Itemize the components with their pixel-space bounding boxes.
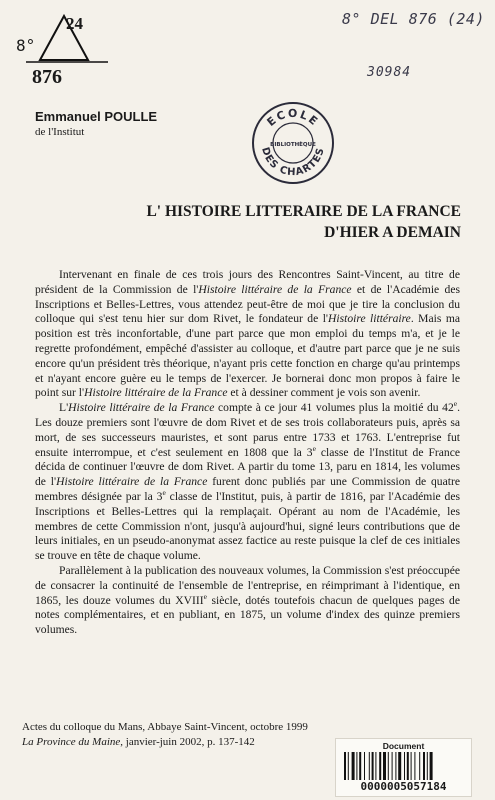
- stamp-top-text: ECOLE: [264, 106, 322, 129]
- paragraph-3: Parallèlement à la publication des nouveaux volumes, la Commission s'est préoccupée de consacrer la continuité de l'ensemble de l'entreprise, en réimprimant à l'identique, en 1865, les douze volumes du XVIIIe siècle, dotés toutefois chacun de quelques pages de notes complémentaires, et en publiant, en 1875, un volume d'index des quinze premiers volumes.: [35, 563, 460, 637]
- handwritten-inventory: 30984: [367, 65, 412, 80]
- stamp-bottom-text: DES CHARTES: [259, 146, 327, 179]
- barcode-title: Document: [382, 741, 425, 751]
- citation-footer: [22, 720, 308, 750]
- barcode-label: [335, 738, 472, 797]
- author-name: Emmanuel POULLE: [35, 109, 158, 124]
- citation-line1: Actes du colloque du Mans, Abbaye Saint-Vincent, octobre 1999: [22, 721, 308, 733]
- author-affiliation: de l'Institut: [35, 126, 85, 138]
- paragraph-2: L'Histoire littéraire de la France compte à ce jour 41 volumes plus la moitié du 42e. Les douze premiers sont l'œuvre de dom Rivet et de ses trois collaborateurs puis, après sa mort, de ses successeurs mauristes, et sont parus entre 1733 et 1763. L'entreprise fut ensuite interrompue, et c'est seulement en 1808 que la 3e classe de l'Institut de France décida de continuer l'œuvre de dom Rivet. A partir du tome 13, paru en 1814, les volumes de l'Histoire littéraire de la France furent donc publiés par une Commission de quatre membres désignée par la 3e classe de l'Institut, puis, à partir de 1816, par l'Académie des Inscriptions et Belles-Lettres qui la remplaçait. Opérant au nom de l'Académie, les membres de cette Commission n'ont, jusqu'à aujourd'hui, signé leurs contributions que de leurs initiales, en un pseudo-anonymat assez factice au reste puisque la clef de ces initiales se trouve en tête de chaque volume.: [35, 399, 460, 563]
- library-stamp: [250, 100, 336, 186]
- article-title-line2: D'HIER A DEMAIN: [324, 224, 461, 241]
- svg-text:DES CHARTES: [259, 146, 327, 178]
- barcode-number: 0000005057184: [360, 780, 447, 793]
- handwritten-callnumber: 8° DEL 876 (24): [342, 10, 485, 28]
- article-title-line1: L' HISTOIRE LITTERAIRE DE LA FRANCE: [146, 203, 461, 220]
- shelf-number: 876: [32, 66, 62, 88]
- shelf-superscript: 24: [66, 14, 83, 33]
- shelf-mark: [12, 8, 112, 92]
- stamp-middle-text: BIBLIOTHÈQUE: [270, 142, 316, 148]
- paragraph-1: Intervenant en finale de ces trois jours des Rencontres Saint-Vincent, au titre de président de la Commission de l'Histoire littéraire de la France et de l'Académie des Inscriptions et Belles-Lettres, vous attendez peut-être de moi que je tire la conclusion du colloque qui s'est tenu hier sur dom Rivet, le fondateur de l'Histoire littéraire. Mais ma position est très inconfortable, d'une part parce que mon emploi du temps m'a, et je le regrette profondément, empêché d'assister au colloque, et d'autre part parce que je ne suis encore qu'un président très théorique, n'ayant pris cette fonction en charge qu'au printemps et n'ayant encore guère eu le temps de l'exercer. Je bornerai donc mon propos à faire le point sur l'Histoire littéraire de la France et à dessiner comment je vois son avenir.: [35, 268, 460, 400]
- shelf-prefix: 8°: [16, 36, 36, 55]
- svg-text:ECOLE: [265, 107, 322, 129]
- citation-line2: La Province du Maine, janvier-juin 2002, p. 137-142: [22, 736, 255, 748]
- article-body: [35, 268, 460, 638]
- barcode-icon: [344, 752, 463, 780]
